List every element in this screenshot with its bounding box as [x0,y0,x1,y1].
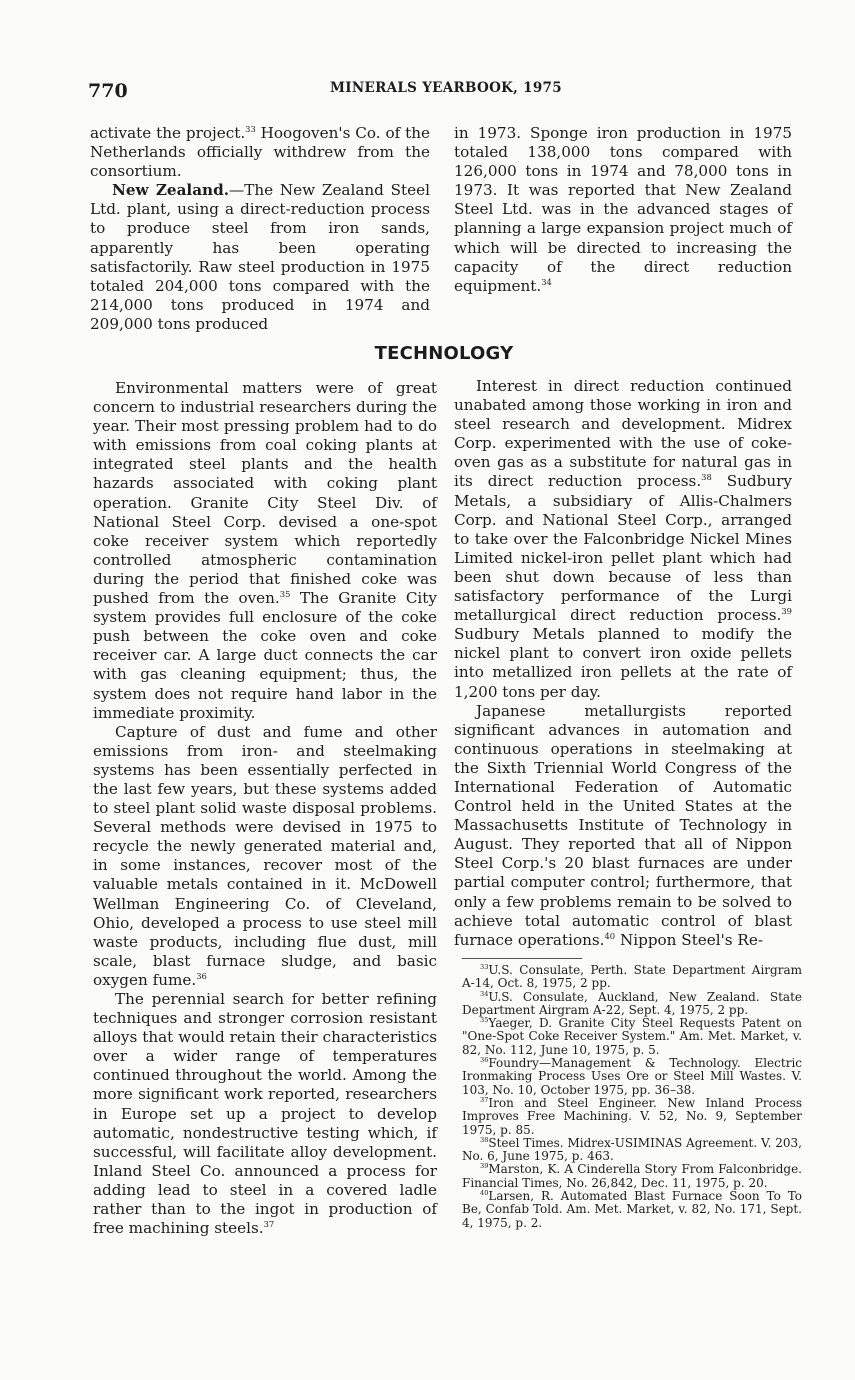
text: Capture of dust and fume and other emissions from iron- and steelmaking systems has been essentially perfected in the last few years, but these systems added to steel plant solid waste disposal problems. Several methods were devised in 1975 to recycle the newly generated material and, in some instances, recover most of the valuable metals contained in it. McDowell Wellman Engineering Co. of Cleveland, Ohio, developed a process to use steel mill waste products, including flue dust, mill scale, blast furnace sludge, and basic oxygen fume. [93,722,437,989]
footnote-ref: 33 [245,123,256,134]
text: activate the project. [90,124,246,142]
paragraph [454,124,792,296]
footnote-ref: 34 [541,276,552,287]
right-column [454,377,792,950]
footnote [462,1097,802,1137]
left-column [93,379,437,1238]
footnote-text: Yaeger, D. Granite City Steel Requests Patent on "One-Spot Coke Receiver System." Am. Met. Market, v. 82, No. 112, June 10, 1975, p. 5. [462,1016,802,1057]
footnote-number: 36 [480,1056,489,1065]
footnote-text: Iron and Steel Engineer. New Inland Process Improves Free Machining. V. 52, No. 9, September 1975, p. 85. [462,1095,802,1137]
footnote-text: U.S. Consulate, Auckland, New Zealand. State Department Airgram A-22, Sept. 4, 1975, 2 pp. [462,989,802,1017]
paragraph [93,379,437,723]
footnote-ref: 38 [701,472,712,483]
text: Sudbury Metals planned to modify the nickel plant to convert iron oxide pellets into metallized iron pellets at the rate of 1,200 tons per day. [454,625,792,701]
text: —The New Zealand Steel Ltd. plant, using a direct-reduction process to produce steel from iron sands, apparently has been operating satisfactorily. Raw steel production in 1975 totaled 204,000 tons compared with the 214,000 tons produced in 1974 and 209,000 tons produced [90,181,430,333]
text: Interest in direct reduction continued unabated among those working in iron and steel research and development. Midrex Corp. experimented with the use of coke-oven gas as a substitute for natural gas in its direct reduction process. [454,377,792,491]
footnote-ref: 37 [263,1219,275,1230]
footnotes [462,964,802,1230]
text: The perennial search for better refining techniques and stronger corrosion resistant alloys that would retain their characteristics over a wider range of temperatures continued throughout the world. Among the more significant work reported, researchers in Europe set up a project to develop automatic, nondestructive testing which, if successful, will facilitate alloy development. Inland Steel Co. announced a process for adding lead to steel in a covered ladle rather than to the ingot in production of free machining steels. [93,990,437,1238]
footnote [462,991,802,1018]
paragraph [93,990,437,1238]
footnote-text: Foundry—Management & Technology. Electric Ironmaking Process Uses Ore or Steel Mill Wastes. V. 103, No. 10, October 1975, pp. 36–38. [462,1056,802,1097]
footnote-number: 35 [480,1016,489,1025]
footnote [462,964,802,991]
footnote-text: Marston, K. A Cinderella Story From Falconbridge. Financial Times, No. 26,842, Dec. 11, 1975, p. 20. [462,1162,802,1190]
footnote-ref: 39 [781,606,792,617]
paragraph [454,702,792,950]
top-right-column [454,124,792,296]
footnote [462,1137,802,1164]
footnote-number: 40 [480,1189,489,1198]
paragraph [93,723,437,990]
footnote-number: 39 [480,1162,489,1171]
paragraph [90,124,430,181]
footnote-ref: 40 [604,930,616,941]
footnote-text: Larsen, R. Automated Blast Furnace Soon To To Be, Confab Told. Am. Met. Market, v. 82, No. 171, Sept. 4, 1975, p. 2. [462,1189,802,1230]
footnote-text: U.S. Consulate, Perth. State Department Airgram A-14, Oct. 8, 1975, 2 pp. [462,963,802,991]
text: Sudbury Metals, a subsidiary of Allis-Chalmers Corp. and National Steel Corp., arranged to take over the Falconbridge Nickel Mines Limited nickel-iron pellet plant which had been shut down because of less than satisfactory performance of the Lurgi metallurgical direct reduction process. [454,472,792,625]
footnote-number: 38 [480,1135,489,1144]
paragraph [454,377,792,702]
text: The Granite City system provides full enclosure of the coke push between the coke oven and coke receiver car. A large duct connects the car with gas cleaning equipment; thus, the system does not require hand labor in the immediate proximity. [93,589,437,722]
footnote-number: 34 [480,989,489,998]
text: Environmental matters were of great concern to industrial researchers during the year. Their most pressing problem had to do with emissions from coal coking plants at integrated steel plants and the health hazards associated with coking plant operation. Granite City Steel Div. of National Steel Corp. devised a one-spot coke receiver system which reportedly controlled atmospheric contamination during the period that finished coke was pushed from the oven. [93,379,437,608]
top-left-column [90,124,430,334]
footnote [462,1163,802,1190]
footnote-divider [462,958,582,959]
text: Hoogoven's Co. of the Netherlands officially withdrew from the consortium. [90,124,430,181]
country-heading: New Zealand. [112,181,229,200]
footnote-text: Steel Times. Midrex-USIMINAS Agreement. V. 203, No. 6, June 1975, p. 463. [462,1135,802,1164]
text: in 1973. Sponge iron production in 1975 totaled 138,000 tons compared with 126,000 tons in 1974 and 78,000 tons in 1973. It was reported that New Zealand Steel Ltd. was in the advanced stages of planning a large expansion project much of which will be directed to increasing the capacity of the direct reduction equipment. [454,124,792,295]
footnote [462,1190,802,1230]
text: Nippon Steel's Re- [615,930,763,949]
running-title: MINERALS YEARBOOK, 1975 [330,80,562,96]
text: Japanese metallurgists reported significant advances in automation and continuous operations in steelmaking at the Sixth Triennial World Congress of the International Federation of Automatic Control held in the United States at the Massachusetts Institute of Technology in August. They reported that all of Nippon Steel Corp.'s 20 blast furnaces are under partial computer control; furthermore, that only a few problems remain to be solved to achieve total automatic control of blast furnace operations. [454,701,792,949]
footnote-ref: 35 [279,588,291,599]
page-number: 770 [88,80,128,102]
section-heading: TECHNOLOGY [374,343,514,364]
footnote-number: 37 [480,1095,489,1104]
footnote-number: 33 [480,963,489,971]
paragraph [90,181,430,334]
footnote [462,1017,802,1057]
footnote-ref: 36 [196,970,207,981]
footnote [462,1057,802,1097]
